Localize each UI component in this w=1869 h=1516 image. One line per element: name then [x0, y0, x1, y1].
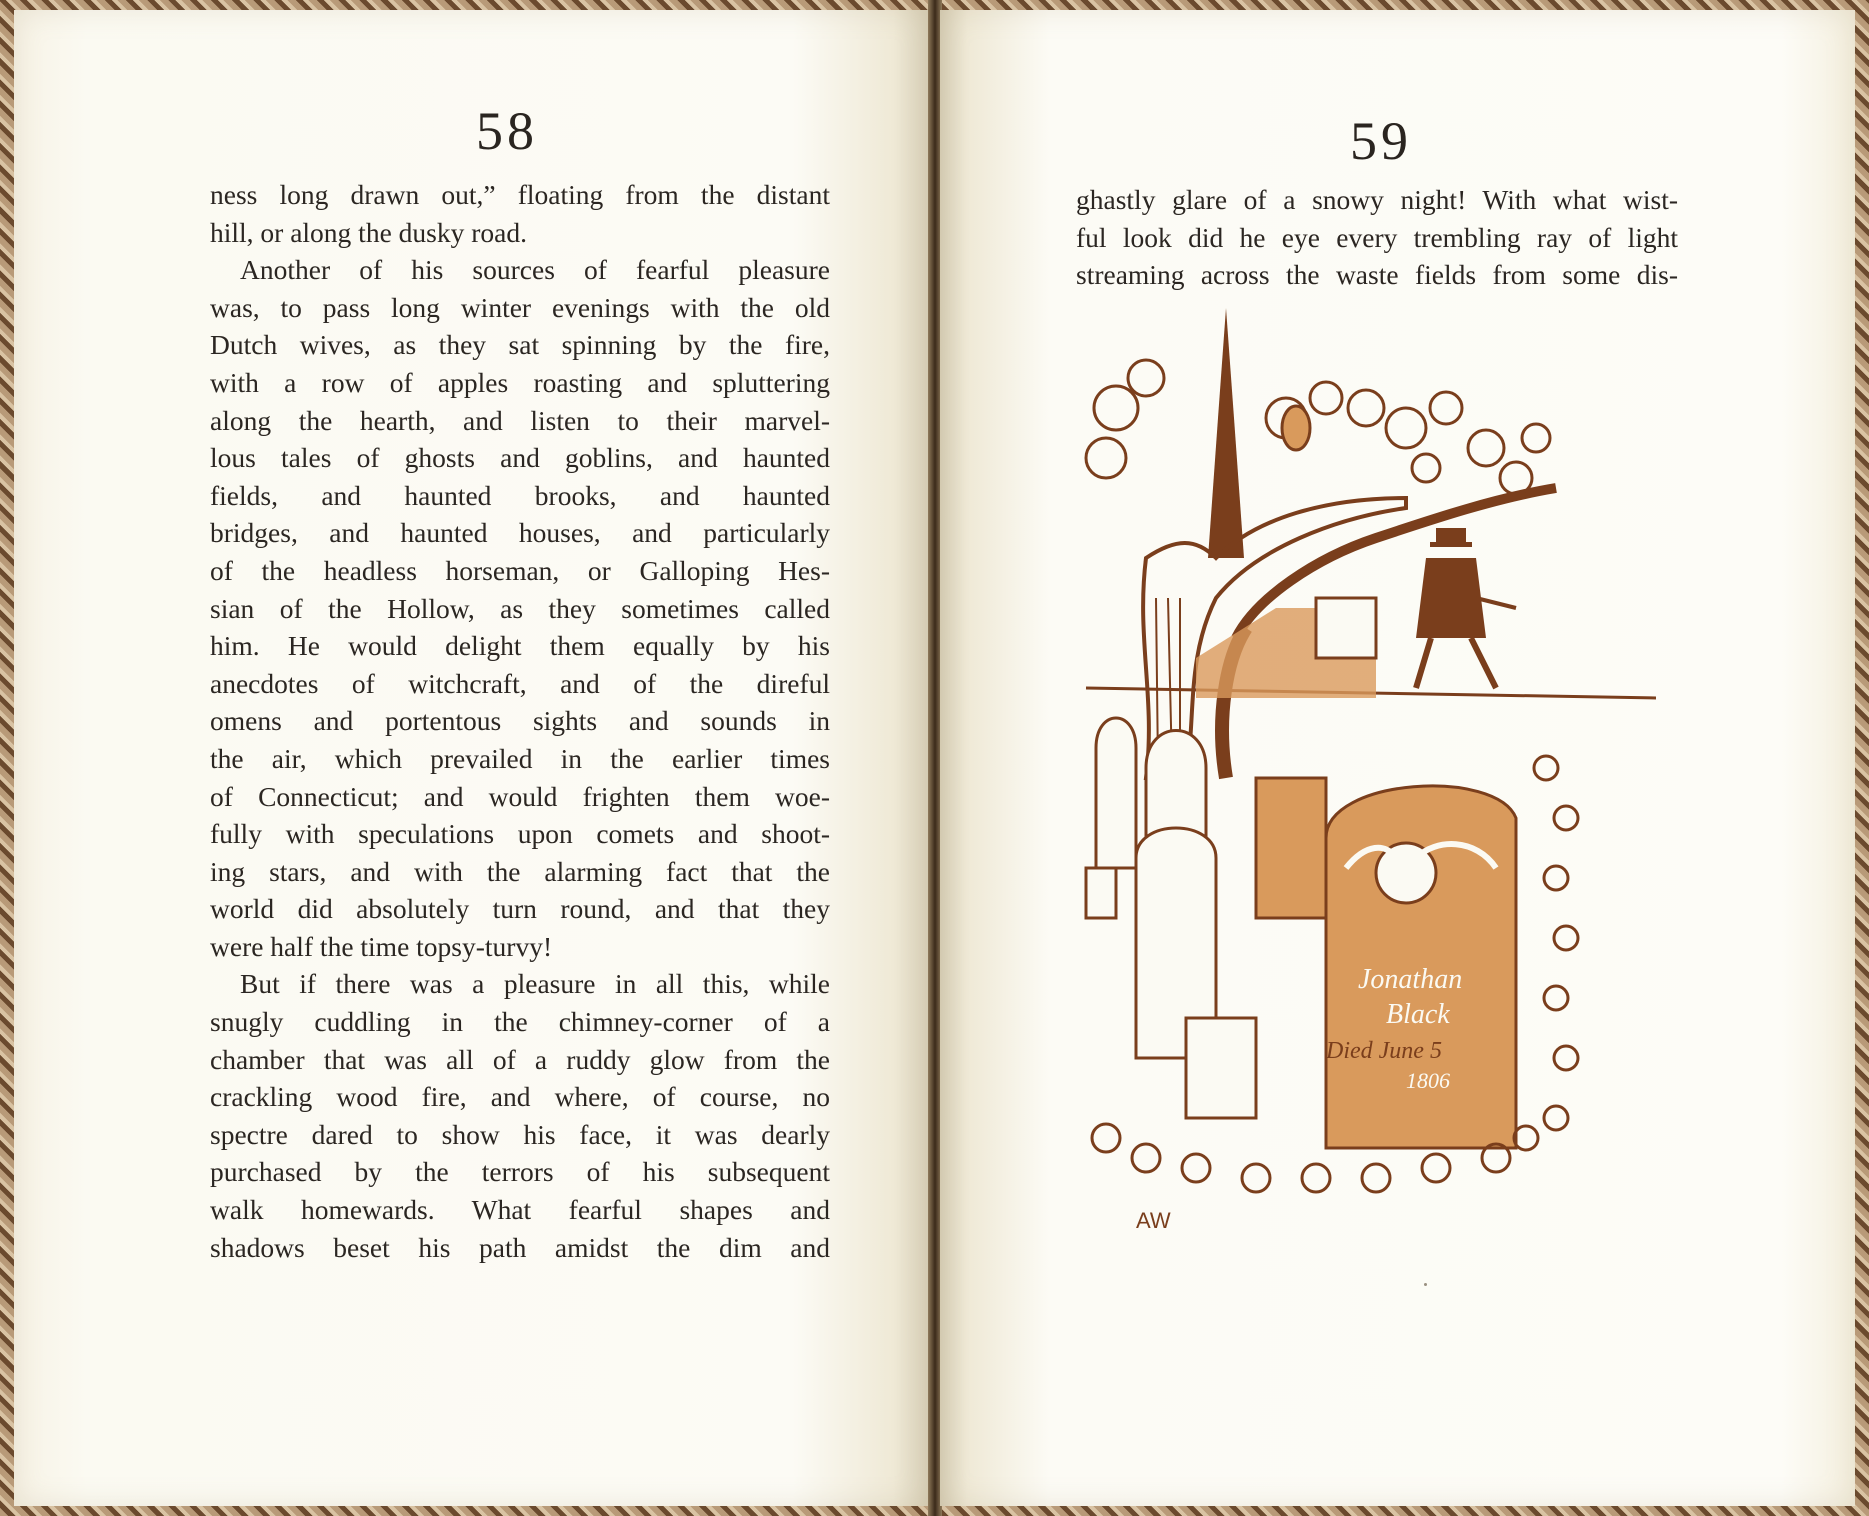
text-line: of the headless horseman, or Galloping Hes-: [210, 554, 830, 586]
text-line: with a row of apples roasting and spluttering: [210, 366, 830, 398]
text-line: purchased by the terrors of his subsequent: [210, 1156, 830, 1188]
text-line: ing stars, and with the alarming fact that the: [210, 855, 830, 887]
gravestone-name-1: Jonathan: [1358, 964, 1463, 995]
gravestone-name-2: Black: [1386, 999, 1450, 1030]
text-line: bridges, and haunted houses, and particularly: [210, 517, 830, 549]
owl: [1282, 406, 1310, 450]
text-line: walk homewards. What fearful shapes and: [210, 1194, 830, 1226]
text-line: was, to pass long winter evenings with the old: [210, 291, 830, 323]
page-number-left: 58: [476, 101, 538, 161]
paper-speck: [1424, 1283, 1427, 1286]
text-line: snugly cuddling in the chimney-corner of a: [210, 1006, 830, 1038]
text-line: were half the time topsy-turvy!: [210, 930, 553, 962]
walking-figure: [1416, 528, 1516, 688]
text-line: crackling wood fire, and where, of course, no: [210, 1081, 830, 1113]
text-line: fully with speculations upon comets and shoot-: [210, 818, 830, 850]
text-line: fields, and haunted brooks, and haunted: [210, 479, 830, 511]
church-spire: [1218, 308, 1234, 418]
text-line: But if there was a pleasure in all this, while: [240, 968, 830, 1000]
graveyard-illustration: [1076, 298, 1656, 1258]
left-text-block: [210, 176, 830, 1266]
text-line: streaming across the waste fields from some dis-: [1076, 259, 1678, 291]
text-line: him. He would delight them equally by his: [210, 630, 830, 662]
text-line: the air, which prevailed in the earlier times: [210, 742, 830, 774]
text-line: spectre dared to show his face, it was dearly: [210, 1118, 830, 1150]
text-line: hill, or along the dusky road.: [210, 216, 527, 248]
page-number-right: 59: [1350, 111, 1412, 171]
right-text-block: [1076, 181, 1678, 294]
gravestones: [1086, 718, 1326, 1118]
right-page: [940, 10, 1855, 1506]
text-line: shadows beset his path amidst the dim and: [210, 1231, 830, 1263]
gravestone-year: 1806: [1406, 1068, 1450, 1093]
text-line: world did absolutely turn round, and that they: [210, 893, 830, 925]
artist-signature: AW: [1136, 1208, 1171, 1233]
text-line: along the hearth, and listen to their marvel-: [210, 404, 830, 436]
text-line: sian of the Hollow, as they sometimes called: [210, 592, 830, 624]
text-line: ful look did he eye every trembling ray of light: [1076, 221, 1678, 253]
text-line: anecdotes of witchcraft, and of the direful: [210, 667, 830, 699]
text-line: of Connecticut; and would frighten them woe-: [210, 780, 830, 812]
text-line: lous tales of ghosts and goblins, and haunted: [210, 442, 830, 474]
text-line: ness long drawn out,” floating from the distant: [210, 179, 830, 210]
text-line: Another of his sources of fearful pleasure: [240, 254, 830, 286]
text-line: ghastly glare of a snowy night! With what wist-: [1076, 184, 1678, 215]
text-line: omens and portentous sights and sounds in: [210, 705, 830, 737]
text-line: Dutch wives, as they sat spinning by the fire,: [210, 329, 830, 361]
gravestone-died: Died June 5: [1326, 1038, 1442, 1064]
tree-foliage: [1086, 360, 1550, 494]
left-page: [14, 10, 930, 1506]
text-line: chamber that was all of a ruddy glow from the: [210, 1043, 830, 1075]
